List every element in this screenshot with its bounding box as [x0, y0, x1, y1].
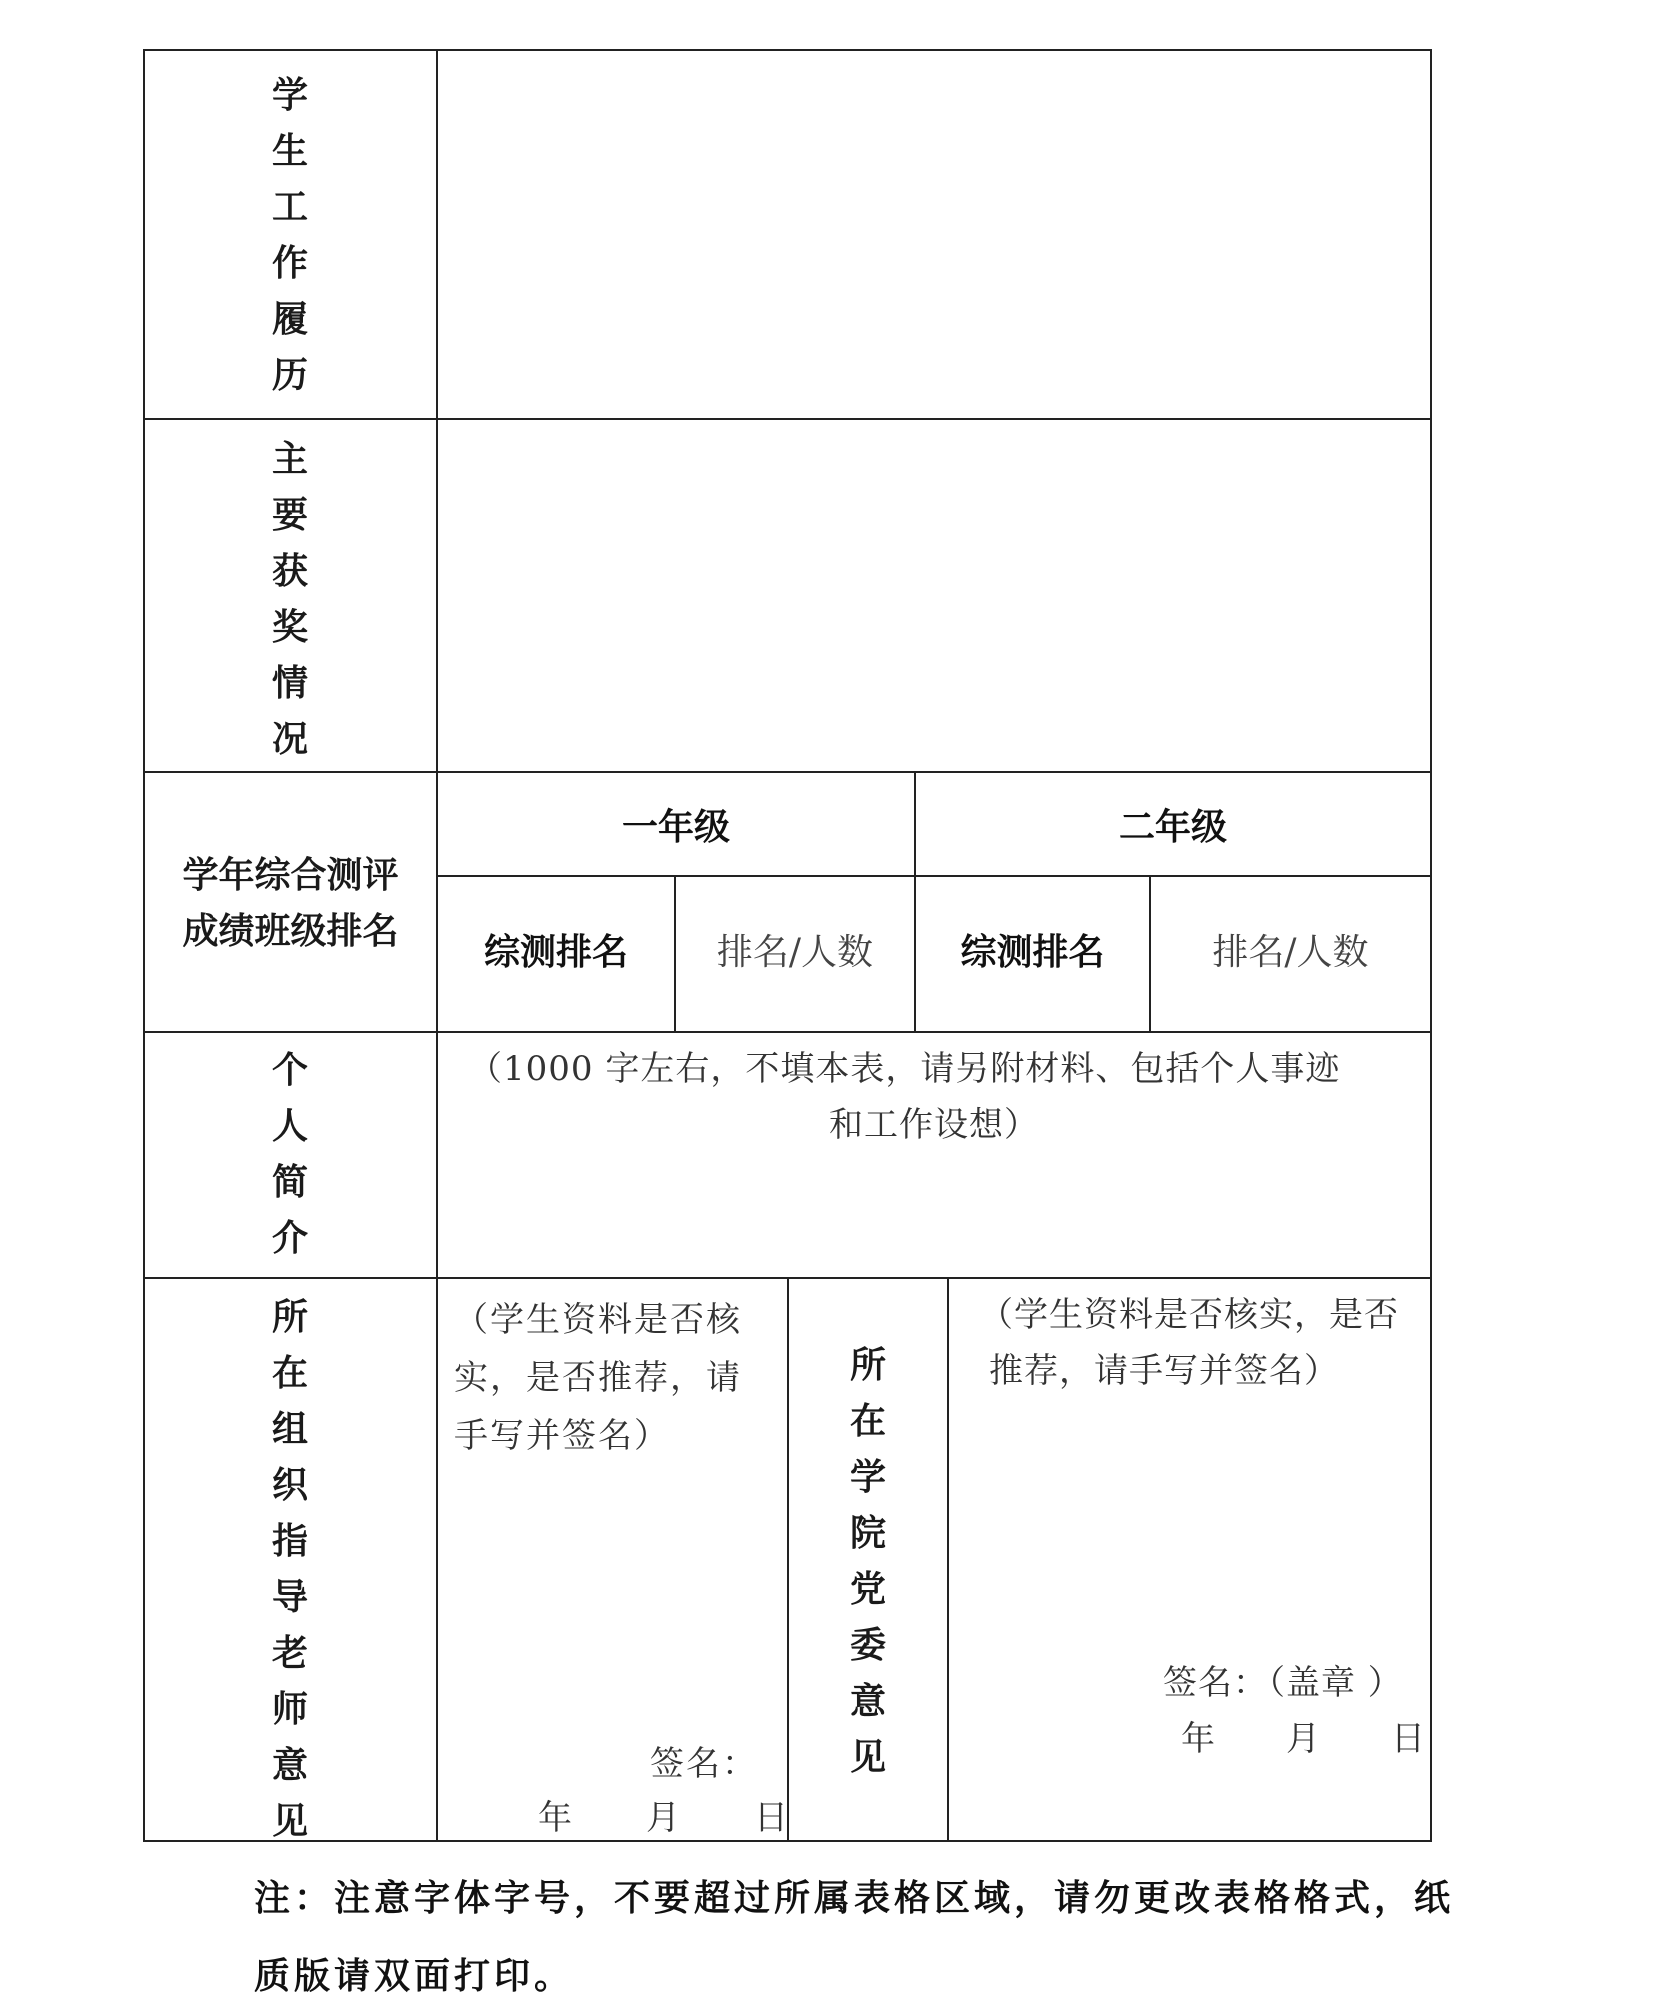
- awards-label: [268, 432, 312, 768]
- label-char: 导: [271, 1577, 308, 1618]
- label-char: 组: [271, 1409, 308, 1450]
- footer-note-line2: 质版请双面打印。: [254, 1955, 575, 1997]
- label-char: 在: [849, 1401, 886, 1442]
- label-char: 履: [271, 299, 308, 340]
- label-char: 作: [271, 243, 308, 284]
- college-opinion-field[interactable]: [949, 1279, 1430, 1840]
- year1-header: 一年级: [621, 807, 730, 848]
- column-divider: [787, 1277, 789, 1842]
- work-history-label: [268, 68, 312, 404]
- ranking-label: [145, 848, 436, 960]
- profile-label: [268, 1043, 312, 1267]
- label-char: 党: [849, 1569, 886, 1610]
- profile-instruction-line1: （1000 字左右，不填本表，请另附材料、包括个人事迹: [468, 1049, 1341, 1089]
- ranking-label-line1: 学年综合测评: [182, 855, 399, 896]
- label-char: 意: [849, 1681, 886, 1722]
- label-char: 主: [271, 439, 308, 480]
- advisor-instruction-line2: 实，是否推荐，请: [454, 1358, 742, 1398]
- year2-rank-field[interactable]: 排名/人数: [1212, 932, 1369, 973]
- label-char: 见: [849, 1737, 886, 1778]
- year1-rank-label: 综测排名: [483, 932, 628, 973]
- college-signature: 签名：（盖章 ）: [1163, 1663, 1403, 1703]
- label-char: 学: [271, 75, 308, 116]
- label-char: 学: [849, 1457, 886, 1498]
- label-char: 工: [271, 187, 308, 228]
- label-char: 院: [849, 1513, 886, 1554]
- advisor-date: 年 月 日: [538, 1798, 790, 1838]
- label-char: 个: [271, 1050, 308, 1091]
- label-char: 要: [271, 495, 308, 536]
- label-char: 指: [271, 1521, 308, 1562]
- label-char: 委: [849, 1625, 886, 1666]
- year2-header: 二年级: [1118, 807, 1227, 848]
- profile-instruction-line2: 和工作设想）: [829, 1105, 1039, 1145]
- work-history-field[interactable]: [438, 51, 1430, 418]
- advisor-signature: 签名：: [650, 1744, 758, 1784]
- awards-field[interactable]: [438, 420, 1430, 771]
- label-char: 奖: [271, 607, 308, 648]
- ranking-label-line2: 成绩班级排名: [182, 911, 399, 952]
- label-char: 人: [271, 1106, 308, 1147]
- label-char: 介: [271, 1218, 308, 1259]
- advisor-instruction-line1: （学生资料是否核: [454, 1300, 742, 1340]
- college-instruction-line2: 推荐，请手写并签名）: [989, 1351, 1339, 1391]
- label-char: 在: [271, 1353, 308, 1394]
- table-border-right: [1430, 49, 1432, 1842]
- label-char: 况: [271, 719, 308, 760]
- label-char: 见: [271, 1801, 308, 1842]
- year2-rank-label: 综测排名: [960, 932, 1105, 973]
- row-divider: [143, 771, 1432, 773]
- label-char: 师: [271, 1689, 308, 1730]
- advisor-opinion-label: [268, 1290, 312, 1850]
- label-char: 织: [271, 1465, 308, 1506]
- label-char: 历: [271, 355, 308, 396]
- advisor-instruction-line3: 手写并签名）: [454, 1416, 670, 1456]
- label-char: 获: [271, 551, 308, 592]
- college-date: 年 月 日: [1181, 1719, 1426, 1759]
- year1-rank-field[interactable]: 排名/人数: [716, 932, 874, 973]
- label-char: 老: [271, 1633, 308, 1674]
- college-instruction-line1: （学生资料是否核实，是否: [979, 1295, 1399, 1335]
- label-char: 所: [271, 1297, 308, 1338]
- profile-field[interactable]: [438, 1033, 1430, 1277]
- label-char: 所: [849, 1345, 886, 1386]
- label-char: 情: [271, 663, 308, 704]
- label-char: 简: [271, 1162, 308, 1203]
- footer-note-line1: 注：注意字体字号，不要超过所属表格区域，请勿更改表格格式，纸: [254, 1877, 1455, 1919]
- college-opinion-label: [846, 1338, 890, 1786]
- label-char: 生: [271, 131, 308, 172]
- row-divider: [437, 875, 1432, 877]
- label-char: 意: [271, 1745, 308, 1786]
- advisor-opinion-field[interactable]: [438, 1279, 790, 1840]
